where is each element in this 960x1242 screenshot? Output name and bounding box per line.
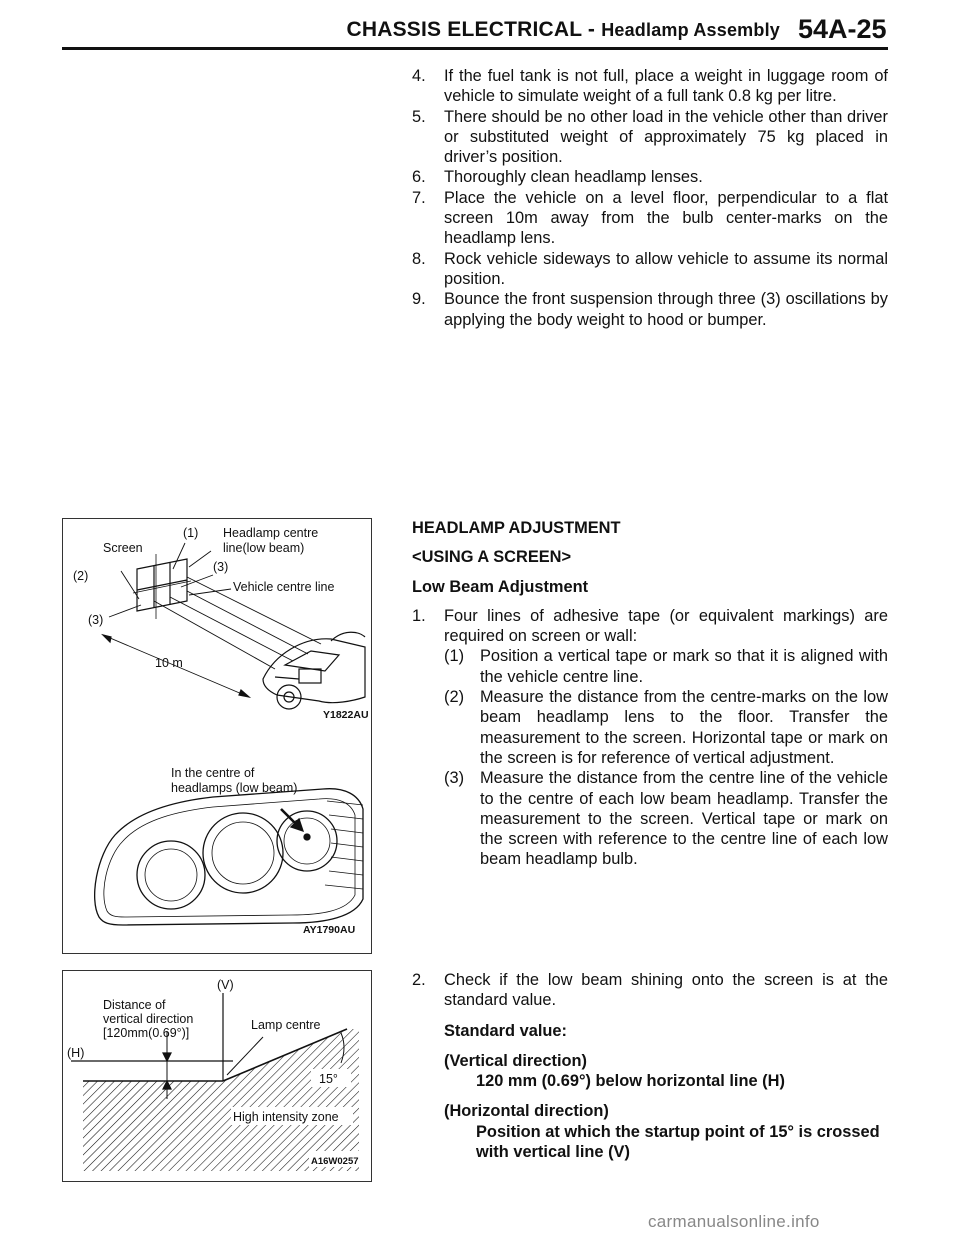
label-15-degrees: 15° (319, 1072, 338, 1086)
step-number: 7. (412, 188, 426, 207)
label-distance-of: Distance of (103, 998, 166, 1012)
label-2: (2) (73, 569, 89, 583)
headlamp-adjustment-section (412, 518, 888, 870)
label-in-centre-of: In the centre of (171, 766, 255, 780)
sub-steps (444, 646, 888, 869)
label-lamp-centre: Lamp centre (251, 1018, 321, 1032)
figure-code-bottom: AY1790AU (303, 924, 356, 936)
label-v: (V) (217, 978, 234, 992)
section-title: Headlamp Assembly (601, 20, 780, 40)
headlamp-drawing (95, 789, 363, 925)
step-item (412, 66, 888, 107)
step-number: 8. (412, 249, 426, 268)
subheading: Low Beam Adjustment (412, 577, 589, 596)
page-number: 54A-25 (798, 14, 887, 44)
page-header-title (140, 18, 780, 42)
label-10m: 10 m (155, 656, 183, 670)
figure-code-top: Y1822AU (323, 709, 369, 721)
step-number: 4. (412, 67, 426, 85)
label-headlamps-low-beam: headlamps (low beam) (171, 781, 298, 795)
step-item (412, 606, 888, 870)
car-body (263, 639, 365, 703)
step-item (412, 289, 888, 330)
step-item (412, 188, 888, 249)
label-vertical-direction: vertical direction (103, 1012, 194, 1026)
horizontal-direction-label: (Horizontal direction) (444, 1102, 609, 1121)
step-number: 6. (412, 168, 426, 187)
method-heading: <USING A SCREEN> (412, 548, 572, 567)
step-number: 2. (412, 971, 426, 989)
step-number: 9. (412, 290, 426, 309)
label-h: (H) (67, 1046, 85, 1060)
label-vehicle-centre-line: Vehicle centre line (233, 580, 335, 594)
beam-hatched-area (83, 1029, 359, 1171)
sub-step-item (444, 687, 888, 768)
label-low-beam-line: line(low beam) (223, 541, 305, 555)
label-120mm: [120mm(0.69°)] (103, 1026, 190, 1040)
screen-setup-illustration (63, 519, 371, 953)
sub-step-text: Position a vertical tape or mark so that it is aligned with the vehicle centre line. (480, 647, 888, 686)
step-text: Place the vehicle on a level floor, perpendicular to a flat screen 10m away from the bulb center-marks on the headlamp lens. (444, 188, 888, 248)
chapter-title: CHASSIS ELECTRICAL - (346, 18, 596, 41)
label-headlamp-centre: Headlamp centre (223, 526, 319, 540)
preparation-steps (412, 66, 888, 330)
step-text: Rock vehicle sideways to allow vehicle to assume its normal position. (444, 249, 888, 288)
sub-step-number: (3) (444, 769, 465, 788)
vertical-direction-value: 120 mm (0.69°) below horizontal line (H) (476, 1072, 785, 1091)
sub-step-item (444, 646, 888, 687)
step-item (412, 970, 888, 1011)
step-text: Thoroughly clean headlamp lenses. (444, 168, 703, 187)
label-1: (1) (183, 526, 199, 540)
step-text: Check if the low beam shining onto the screen is at the standard value. (444, 971, 888, 1010)
watermark: carmanualsonline.info (648, 1212, 820, 1231)
step-item (412, 249, 888, 290)
standard-value-section (412, 970, 888, 1162)
figure-beam-pattern (62, 970, 372, 1182)
beam-pattern-illustration (63, 971, 371, 1181)
vertical-direction-label: (Vertical direction) (444, 1051, 588, 1070)
sub-step-text: Measure the distance from the centre line of the vehicle to the centre of each low beam headlamp. Transfer the measurement to the screen. Vertical tape or mark on the screen with reference to the centre line of each low beam headlamp bulb. (480, 769, 888, 869)
sub-step-item (444, 768, 888, 869)
step-number: 1. (412, 606, 426, 625)
step-number: 5. (412, 107, 426, 126)
step-text: Bounce the front suspension through three (3) oscillations by applying the body weight to hood or bumper. (444, 290, 888, 329)
sub-step-text: Measure the distance from the centre-marks on the low beam headlamp lens to the floor. Transfer the measurement to the screen. Horizontal tape or mark on the screen is for reference of vertical adjustment. (480, 688, 888, 767)
figure-code: A16W0257 (311, 1156, 359, 1167)
step-text: There should be no other load in the vehicle other than driver or substituted weight of approximately 75 kg placed in driver’s position. (444, 107, 888, 167)
label-3-left: (3) (88, 613, 104, 627)
step-item (412, 107, 888, 168)
label-screen: Screen (103, 541, 143, 555)
horizontal-direction-value: Position at which the startup point of 15° is crossed with vertical line (V) (476, 1122, 880, 1162)
sub-step-number: (2) (444, 688, 465, 707)
header-rule (62, 47, 888, 50)
figure-screen-setup (62, 518, 372, 954)
step-text: Four lines of adhesive tape (or equivalent markings) are required on screen or wall: (444, 606, 888, 646)
sub-step-number: (1) (444, 647, 465, 666)
label-3-right: (3) (213, 560, 229, 574)
label-high-intensity-zone: High intensity zone (233, 1110, 339, 1124)
standard-value-label: Standard value: (444, 1021, 567, 1040)
step-text: If the fuel tank is not full, place a weight in luggage room of vehicle to simulate weight of a full tank 0.8 kg per litre. (444, 67, 888, 106)
section-heading: HEADLAMP ADJUSTMENT (412, 519, 621, 537)
step-item (412, 167, 888, 187)
